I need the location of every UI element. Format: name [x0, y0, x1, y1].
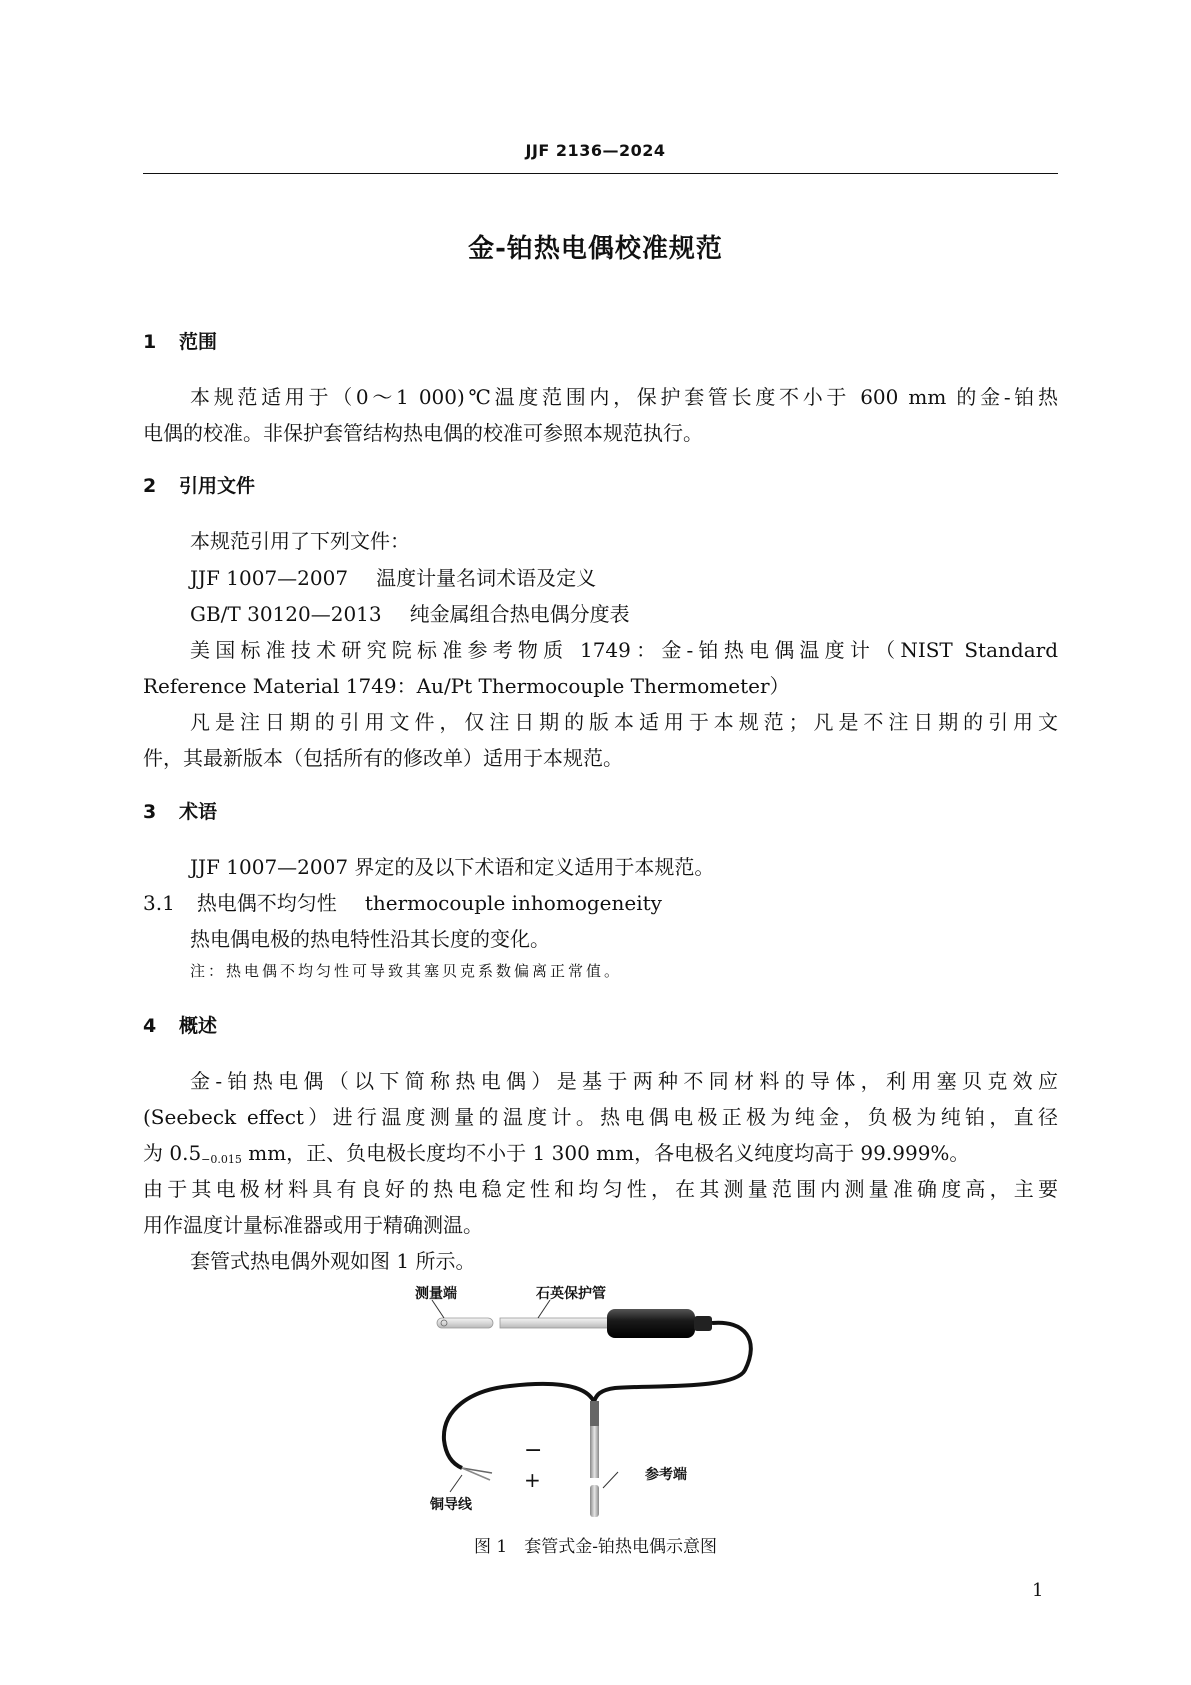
s3-term-1-definition: 热电偶电极的热电特性沿其长度的变化。	[190, 927, 550, 951]
s2-ref1-code: JJF 1007—2007	[190, 566, 349, 590]
reference-connector	[590, 1401, 599, 1427]
s4-line5: 用作温度计量标准器或用于精确测温。	[143, 1213, 483, 1237]
s4-line4: 由于其电极材料具有良好的热电稳定性和均匀性，在其测量范围内测量准确度高，主要	[143, 1177, 1058, 1201]
label-measuring-end: 测量端	[415, 1286, 457, 1302]
s1-para-line2: 电偶的校准。非保护套管结构热电偶的校准可参照本规范执行。	[143, 421, 703, 445]
section-1-number: 1	[143, 331, 157, 353]
reference-probe-lower	[590, 1485, 599, 1517]
handle	[607, 1309, 695, 1338]
s2-ref3-line1: 美国标准技术研究院标准参考物质 1749：金-铂热电偶温度计（NIST Standard	[190, 638, 1058, 662]
thermocouple-figure	[400, 1260, 820, 1520]
header-rule	[143, 173, 1058, 174]
s4-line3-a: 为 0.5	[143, 1141, 202, 1165]
label-plus: +	[524, 1468, 541, 1492]
section-4-number: 4	[143, 1015, 157, 1037]
handle-strain-relief	[694, 1316, 712, 1331]
s4-line3-b: mm，正、负电极长度均不小于 1 300 mm，各电极名义纯度均高于 99.999%。	[241, 1141, 970, 1165]
section-4-heading	[143, 1011, 217, 1038]
label-minus: −	[524, 1438, 543, 1463]
s4-line6: 套管式热电偶外观如图 1 所示。	[190, 1249, 476, 1273]
s4-line3-tolerance: −0.015	[201, 1153, 242, 1166]
s3-term-1-number: 3.1	[143, 891, 175, 915]
s3-term-1	[143, 887, 662, 916]
section-2-heading	[143, 471, 255, 498]
s4-line3	[143, 1137, 969, 1166]
label-reference-end: 参考端	[645, 1467, 687, 1483]
page-number: 1	[1032, 1580, 1044, 1601]
reference-probe-upper	[590, 1426, 599, 1478]
s3-term-1-en: thermocouple inhomogeneity	[364, 891, 662, 915]
s2-ref2-title: 纯金属组合热电偶分度表	[409, 602, 630, 626]
quartz-tube-right	[500, 1318, 608, 1328]
s2-ref2	[190, 598, 630, 627]
section-2-title: 引用文件	[179, 475, 256, 497]
label-quartz-tube: 石英保护管	[536, 1286, 606, 1302]
document-title: 金-铂热电偶校准规范	[468, 234, 723, 264]
s2-ref2-code: GB/T 30120—2013	[190, 602, 382, 626]
s2-para-line1: 凡是注日期的引用文件，仅注日期的版本适用于本规范；凡是不注日期的引用文	[190, 710, 1058, 734]
s3-intro: JJF 1007—2007 界定的及以下术语和定义适用于本规范。	[190, 855, 715, 879]
s2-intro: 本规范引用了下列文件：	[190, 529, 410, 553]
figure-caption: 图 1 套管式金-铂热电偶示意图	[474, 1537, 717, 1557]
section-3-title: 术语	[179, 801, 218, 823]
s4-line1: 金-铂热电偶（以下简称热电偶）是基于两种不同材料的导体，利用塞贝克效应	[190, 1069, 1058, 1093]
s2-ref3-line2: Reference Material 1749：Au/Pt Thermocouple Thermometer）	[143, 674, 790, 698]
s1-para-line1: 本规范适用于（0～1 000)℃温度范围内，保护套管长度不小于 600 mm 的金-铂热	[190, 385, 1058, 409]
s3-term-1-zh: 热电偶不均匀性	[196, 891, 337, 915]
s4-line2: (Seebeck effect）进行温度测量的温度计。热电偶电极正极为纯金，负极为纯铂，直径	[143, 1105, 1058, 1129]
section-3-heading	[143, 797, 217, 824]
lead-cable	[444, 1384, 594, 1468]
s3-term-1-note: 注：热电偶不均匀性可导致其塞贝克系数偏离正常值。	[190, 962, 623, 980]
s2-para-line2: 件，其最新版本（包括所有的修改单）适用于本规范。	[143, 746, 623, 770]
header-code: JJF 2136—2024	[525, 141, 666, 160]
s2-ref1	[190, 562, 596, 591]
s2-ref1-title: 温度计量名词术语及定义	[376, 566, 597, 590]
section-4-title: 概述	[179, 1015, 218, 1037]
section-1-heading	[143, 327, 217, 354]
label-copper-wire: 铜导线	[430, 1497, 472, 1513]
section-1-title: 范围	[179, 331, 218, 353]
section-2-number: 2	[143, 475, 157, 497]
quartz-tube-left	[437, 1318, 493, 1328]
section-3-number: 3	[143, 801, 157, 823]
